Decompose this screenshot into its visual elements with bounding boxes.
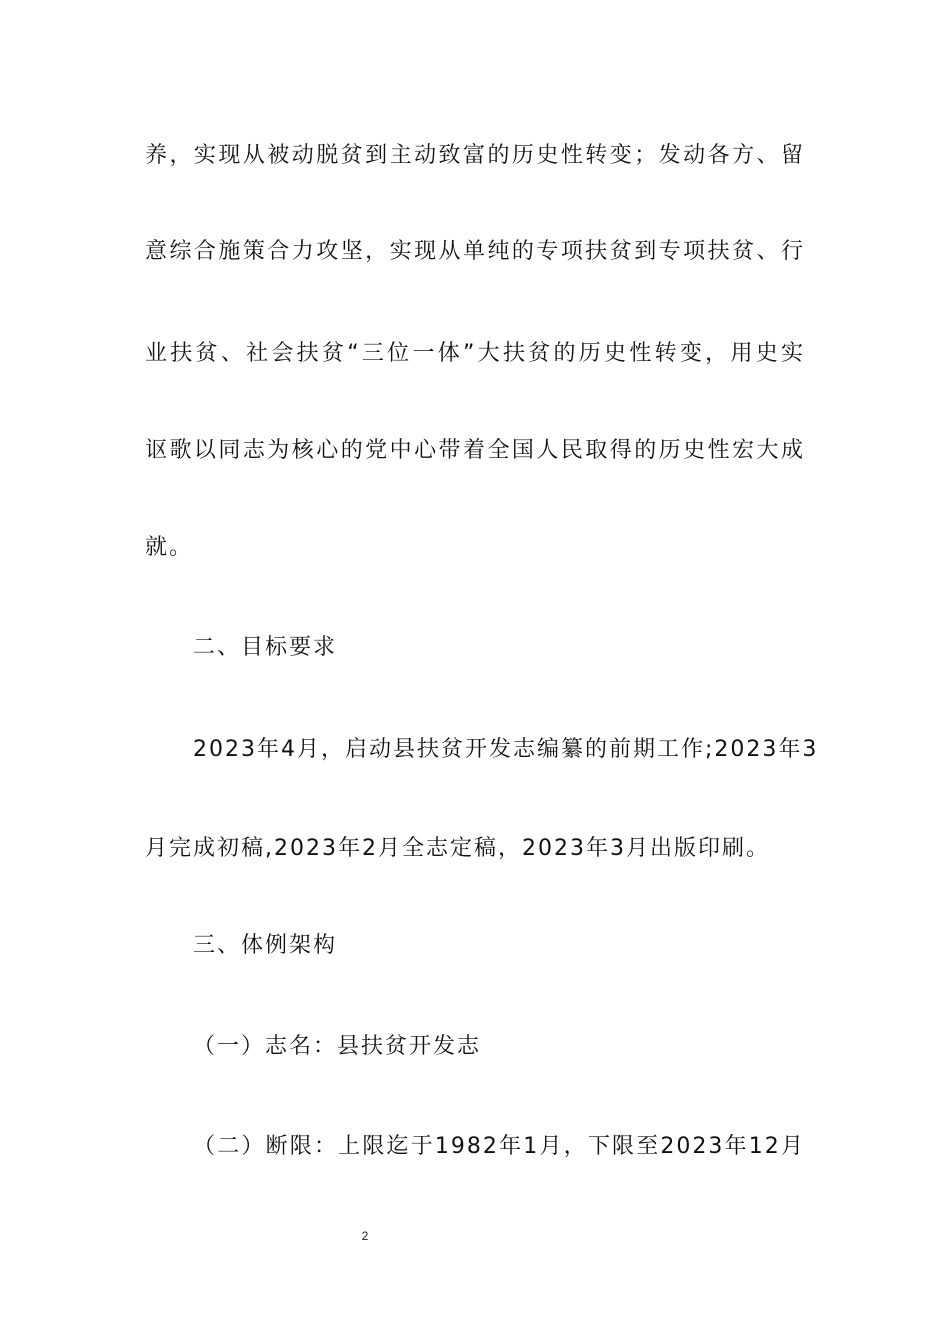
paragraph-line-5: 就。 [145,535,194,560]
paragraph-line-4: 讴歌以同志为核心的党中心带着全国人民取得的历史性宏大成 [145,438,805,463]
page-number: 2 [361,1229,369,1243]
paragraph-line-2: 意综合施策合力攻坚，实现从单纯的专项扶贫到专项扶贫、行 [145,239,805,264]
goals-paragraph-line-1: 2023年4月，启动县扶贫开发志编纂的前期工作;2023年3 [193,737,819,762]
structure-item-name: （一）志名：县扶贫开发志 [193,1034,482,1059]
section-heading-goals: 二、目标要求 [193,635,338,660]
paragraph-line-3: 业扶贫、社会扶贫“三位一体”大扶贫的历史性转变，用史实 [145,341,805,366]
structure-item-period: （二）断限：上限迄于1982年1月，下限至2023年12月 [193,1134,805,1159]
section-heading-structure: 三、体例架构 [193,933,338,958]
goals-paragraph-line-2: 月完成初稿,2023年2月全志定稿，2023年3月出版印刷。 [145,836,770,861]
paragraph-line-1: 养，实现从被动脱贫到主动致富的历史性转变；发动各方、留 [145,143,805,168]
